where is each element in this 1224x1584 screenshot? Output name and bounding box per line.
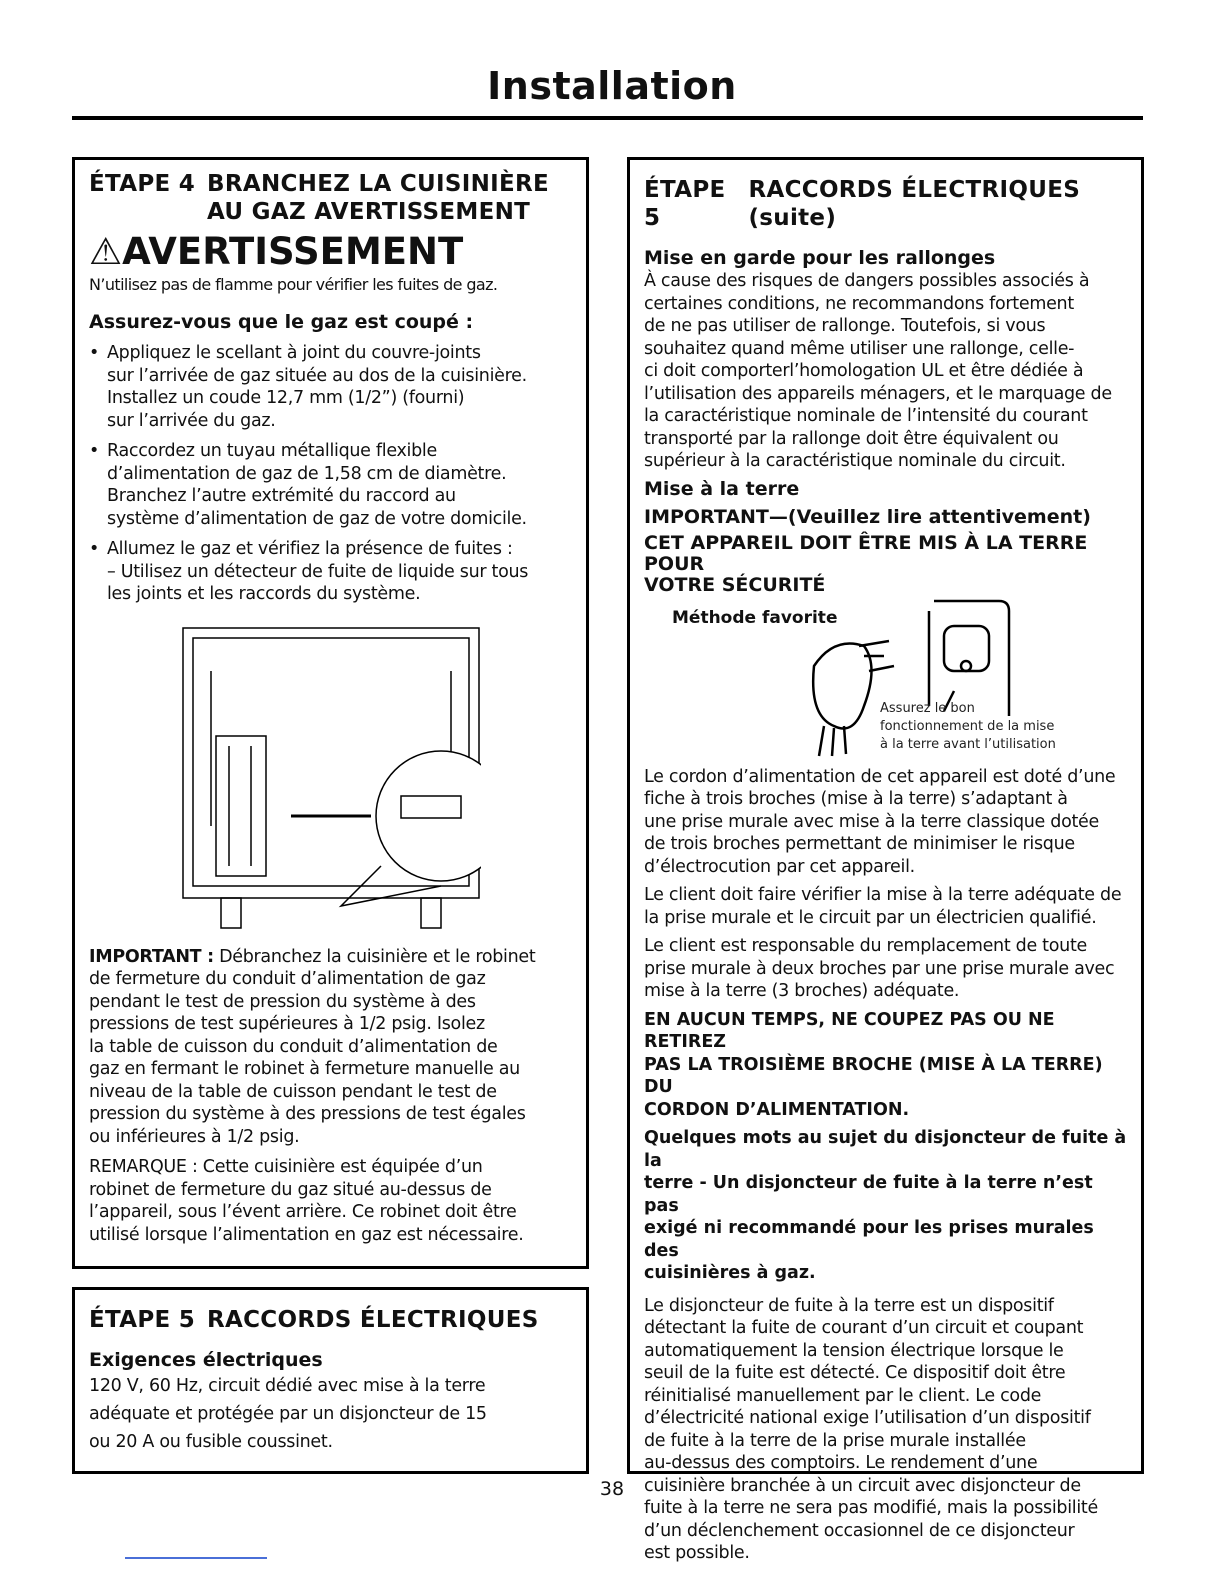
remarque-paragraph: REMARQUE : Cette cuisinière est équipée d’un robinet de fermeture du gaz situé au-dessus de l’appareil, sous l’évent arrière. Ce robinet doit être utilisé lorsque l’alimentation en gaz est nécessaire. — [89, 1157, 524, 1245]
important-label: IMPORTANT : — [89, 946, 214, 967]
electrical-requirements-text: 120 V, 60 Hz, circuit dédié avec mise à la terre adéquate et protégée par un disjoncteur de 15 ou 20 A ou fusible coussinet. — [89, 1376, 487, 1452]
list-item: • Allumez le gaz et vérifiez la présence de fuites : – Utilisez un détecteur de fuite de liquide sur tous les joints et les raccords du système. — [89, 538, 572, 606]
three-prong-paragraph: Le cordon d’alimentation de cet appareil est doté d’une fiche à trois broches (mise à la terre) s’adaptant à une prise murale avec mise à la terre classique dotée de trois broches permettant de minimiser le risque d’électrocution par cet appareil. — [644, 766, 1116, 877]
step5b-number: ÉTAPE 5 — [644, 177, 726, 231]
step5-continued-section — [627, 157, 1144, 1563]
electrical-requirements-heading: Exigences électriques — [89, 1349, 323, 1371]
step4-bullets — [89, 342, 572, 606]
preferred-method-label: Méthode favorite — [672, 607, 838, 628]
warning-title: AVERTISSEMENT — [122, 230, 464, 273]
step5b-heading — [644, 176, 1127, 232]
gfci-text: Le disjoncteur de fuite à la terre est un dispositif détectant la fuite de courant d’un circuit et coupant automatiquement la tension électrique lorsque le seuil de la fuite est détecté. Ce dispositif doit être réinitialisé manuellement par le client. Le code d’électricité national exige l’utilisation d’un dispositif de fuite à la terre de la prise murale installée au-dessus des comptoirs. Le rendement d’une cuisinière branchée à un circuit avec disjoncteur de fuite à la terre ne sera pas modifié, mais la possibilité d’un déclenchement occasionnel de ce disjoncteur est possible. — [644, 1295, 1098, 1563]
step5b-title: RACCORDS ÉLECTRIQUES (suite) — [748, 177, 1081, 231]
verify-ground-paragraph: Le client doit faire vérifier la mise à la terre adéquate de la prise murale et le circuit par un électricien qualifié. — [644, 885, 1122, 928]
step4-title: BRANCHEZ LA CUISINIÈRE AU GAZ AVERTISSEMENT — [207, 171, 550, 225]
gfci-heading: Quelques mots au sujet du disjoncteur de fuite à la terre - Un disjoncteur de fuite à la terre n’est pas exigé ni recommandé pour les prises murales des cuisinières à gaz. — [644, 1128, 1127, 1283]
gas-off-heading: Assurez-vous que le gaz est coupé : — [89, 311, 474, 333]
grounding-caption: Assurez le bon fonctionnement de la mise à la terre avant l’utilisation — [880, 700, 1056, 752]
warning-title-row — [89, 230, 572, 274]
grounding-figure — [644, 596, 1127, 766]
title-rule — [72, 116, 1143, 120]
never-remove-prong-warning: EN AUCUN TEMPS, NE COUPEZ PAS OU NE RETIREZ PAS LA TROISIÈME BROCHE (MISE À LA TERRE) DU CORDON D’ALIMENTATION. — [644, 1009, 1103, 1120]
step4-number: ÉTAPE 4 — [89, 171, 196, 197]
step4-section — [72, 157, 589, 1269]
important-text: Débranchez la cuisinière et le robinet de fermeture du conduit d’alimentation de gaz pendant le test de pression du système à des pressions de test supérieures à 1/2 psig. Isolez la table de cuisson du conduit d’alimentation de gaz en fermant le robinet à fermeture manuelle au niveau de la table de cuisson pendant le test de pression du système à des pressions de test égales ou inférieures à 1/2 psig. — [89, 946, 536, 1147]
step5-section — [72, 1287, 589, 1474]
replace-outlet-paragraph: Le client est responsable du remplacement de toute prise murale à deux broches par une prise murale avec mise à la terre (3 broches) adéquate. — [644, 936, 1115, 1001]
grounding-heading: Mise à la terre — [644, 477, 800, 500]
extension-cord-text: À cause des risques de dangers possibles associés à certaines conditions, ne recommandons fortement de ne pas utiliser de rallonge. Toutefois, si vous souhaitez quand même utiliser une rallonge, celle- ci doit comporterl’homologation UL et être dédiée à l’utilisation des appareils ménagers, et le marquage de la caractéristique nominale de l’intensité du courant transporté par la rallonge doit être équivalent ou supérieur à la caractéristique nominale du circuit. — [644, 271, 1112, 471]
page-number: 38 — [599, 1478, 625, 1500]
step4-heading — [89, 170, 572, 226]
range-gas-connection-diagram — [181, 626, 481, 936]
step5-heading — [89, 1306, 572, 1334]
extension-cord-heading: Mise en garde pour les rallonges — [644, 247, 996, 269]
list-item: • Appliquez le scellant à joint du couvre-joints sur l’arrivée de gaz située au dos de la cuisinière. Installez un coude 12,7 mm (1/2”) (fourni) sur l’arrivée du gaz. — [89, 342, 572, 432]
step5-title: RACCORDS ÉLECTRIQUES — [207, 1307, 539, 1333]
important-read-carefully: IMPORTANT—(Veuillez lire attentivement) — [644, 505, 1091, 528]
step5-number: ÉTAPE 5 — [89, 1307, 196, 1333]
footer-line — [125, 1557, 267, 1559]
must-be-grounded: CET APPAREIL DOIT ÊTRE MIS À LA TERRE POUR VOTRE SÉCURITÉ — [644, 531, 1088, 596]
important-paragraph — [89, 946, 572, 1149]
page-title: Installation — [487, 64, 737, 108]
warning-triangle-icon: ⚠ — [89, 230, 123, 273]
list-item: • Raccordez un tuyau métallique flexible d’alimentation de gaz de 1,58 cm de diamètre. Branchez l’autre extrémité du raccord au système d’alimentation de gaz de votre domicile. — [89, 440, 572, 530]
warning-text: N’utilisez pas de flamme pour vérifier les fuites de gaz. — [89, 275, 498, 294]
